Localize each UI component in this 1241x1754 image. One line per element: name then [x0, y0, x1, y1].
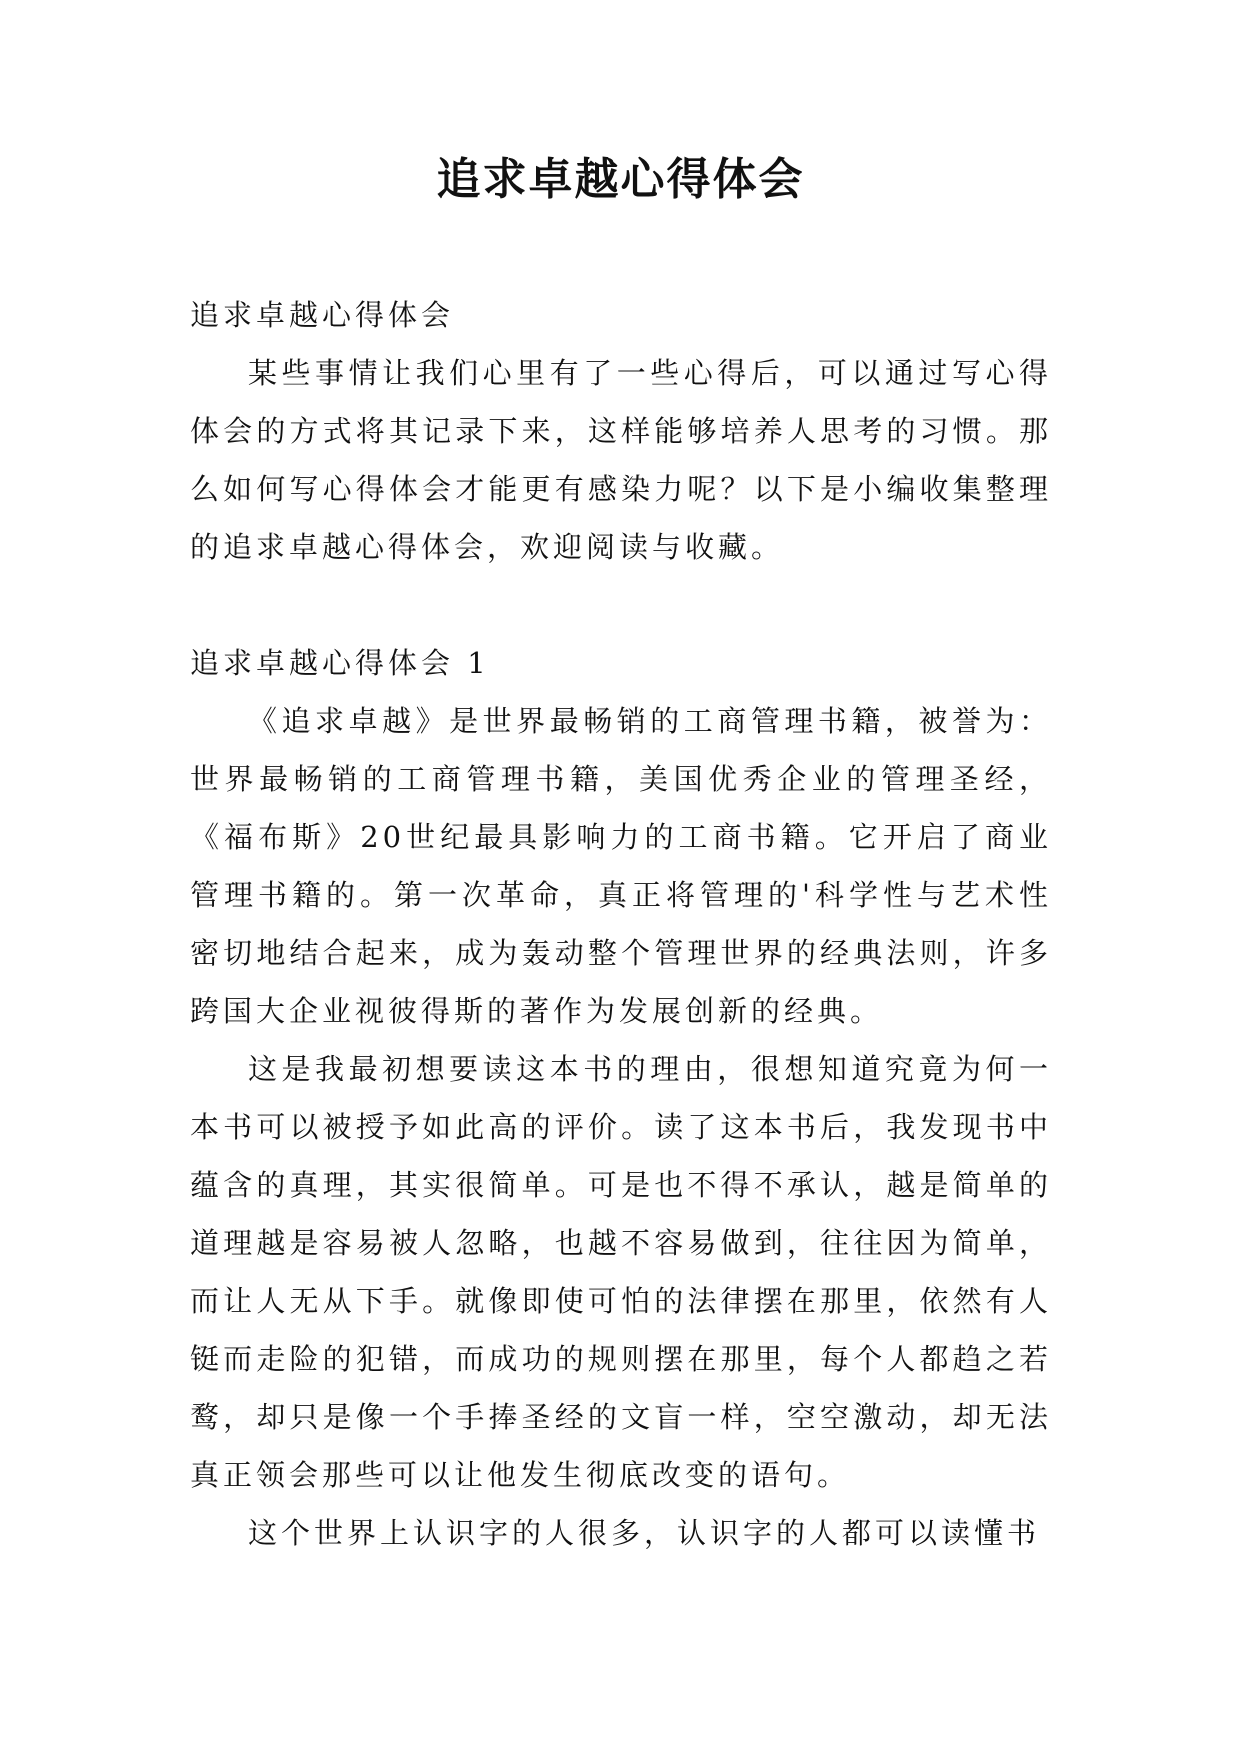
body-paragraph-1: 《追求卓越》是世界最畅销的工商管理书籍，被誉为：世界最畅销的工商管理书籍，美国优秀企业的管理圣经，《福布斯》20世纪最具影响力的工商书籍。它开启了商业管理书籍的。第一次革命，真正将管理的'科学性与艺术性密切地结合起来，成为轰动整个管理世界的经典法则，许多跨国大企业视彼得斯的著作为发展创新的经典。: [190, 704, 1052, 1028]
section-spacer: [190, 576, 1052, 634]
section-heading: 追求卓越心得体会 1: [190, 646, 490, 680]
intro-paragraph: 某些事情让我们心里有了一些心得后，可以通过写心得体会的方式将其记录下来，这样能够培养人思考的习惯。那么如何写心得体会才能更有感染力呢？以下是小编收集整理的追求卓越心得体会，欢迎阅读与收藏。: [190, 356, 1052, 564]
document-title: 追求卓越心得体会: [436, 154, 805, 205]
body-paragraph-3: 这个世界上认识字的人很多，认识字的人都可以读懂书: [248, 1516, 1041, 1550]
document-subtitle: 追求卓越心得体会: [190, 298, 455, 332]
body-paragraph-2: 这是我最初想要读这本书的理由，很想知道究竟为何一本书可以被授予如此高的评价。读了这本书后，我发现书中蕴含的真理，其实很简单。可是也不得不承认，越是简单的道理越是容易被人忽略，也越不容易做到，往往因为简单，而让人无从下手。就像即使可怕的法律摆在那里，依然有人铤而走险的犯错，而成功的规则摆在那里，每个人都趋之若鹜，却只是像一个手捧圣经的文盲一样，空空激动，却无法真正领会那些可以让他发生彻底改变的语句。: [190, 1052, 1052, 1492]
document-body: [190, 286, 1052, 1562]
